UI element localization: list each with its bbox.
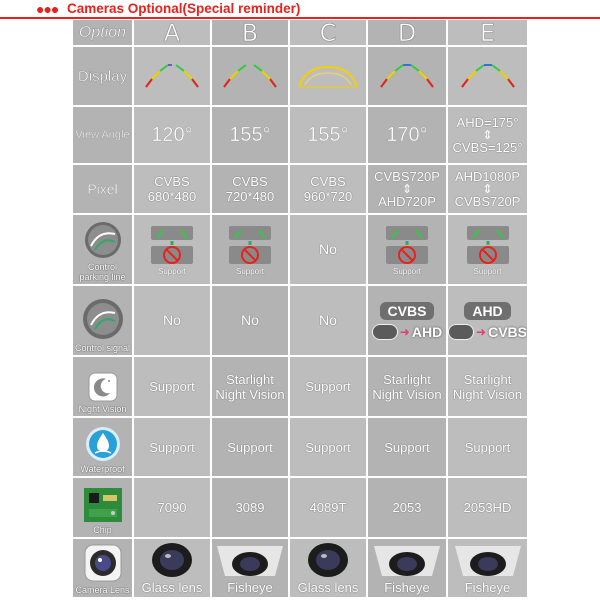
parking-line-d	[367, 214, 447, 285]
guide-lines-icon	[458, 61, 518, 91]
title-bar	[0, 0, 600, 19]
camera-lens-icon	[83, 543, 123, 583]
fisheye-lens-icon	[215, 542, 285, 578]
pixel-a-resolution: 680*480	[147, 189, 197, 204]
chip-a: 7090	[133, 477, 211, 538]
night-vision-b-line2: Night Vision	[215, 386, 285, 402]
lens-e	[447, 538, 528, 598]
lens-b-value: Fisheye	[227, 580, 273, 595]
pixel-a	[133, 164, 211, 214]
display-guide-lines-c	[289, 46, 367, 106]
toggle-switch-icon	[81, 297, 125, 341]
view-angle-d: 170°	[367, 106, 447, 164]
view-angle-e-cvbs: CVBS=125°	[452, 140, 523, 155]
parking-line-label-2: parking line	[79, 272, 126, 282]
fisheye-lens-icon	[453, 542, 523, 578]
pixel-e	[447, 164, 528, 214]
lens-b	[211, 538, 289, 598]
night-vision-e-line2: Night Vision	[452, 386, 523, 402]
control-signal-d-bottom: AHD	[411, 323, 443, 340]
comparison-table	[72, 19, 528, 598]
parking-line-e	[447, 214, 528, 285]
parking-line-row-label	[72, 214, 133, 285]
up-down-arrow-icon: ⇕	[482, 182, 493, 196]
no-guide-lines-icon	[384, 224, 430, 266]
view-angle-c: 155°	[289, 106, 367, 164]
control-signal-e-switch	[448, 324, 527, 340]
pixel-d-top: CVBS720P	[374, 169, 440, 184]
column-header-e: E	[447, 19, 528, 46]
night-vision-d	[367, 356, 447, 417]
display-guide-lines-e	[447, 46, 528, 106]
chip-c: 4089T	[289, 477, 367, 538]
parking-line-b-value: Support	[235, 266, 265, 276]
display-row-label: Display	[72, 46, 133, 106]
view-angle-a: 120°	[133, 106, 211, 164]
display-guide-lines-d	[367, 46, 447, 106]
chip-b: 3089	[211, 477, 289, 538]
night-vision-label: Night Vision	[78, 404, 127, 414]
guide-lines-curved-icon	[295, 61, 361, 91]
pixel-c	[289, 164, 367, 214]
red-dots: ●●●	[36, 1, 59, 17]
parking-line-a-value: Support	[157, 266, 187, 276]
parking-line-e-value: Support	[473, 266, 502, 276]
toggle-switch-icon	[372, 324, 398, 340]
night-vision-a: Support	[133, 356, 211, 417]
camera-lens-label: Camera Lens	[75, 585, 130, 595]
moon-icon	[88, 372, 118, 402]
pixel-e-bottom: CVBS720P	[454, 194, 521, 209]
waterproof-e: Support	[447, 417, 528, 477]
column-header-c: C	[289, 19, 367, 46]
control-signal-e	[447, 285, 528, 356]
chip-label: Chip	[93, 525, 112, 535]
control-signal-label: Control signal	[74, 343, 131, 353]
circuit-board-icon	[83, 487, 123, 523]
arrow-right-icon: ➜	[399, 324, 410, 339]
guide-lines-icon	[142, 61, 202, 91]
pixel-d	[367, 164, 447, 214]
control-signal-d-switch	[372, 324, 442, 340]
lens-a-value: Glass lens	[141, 580, 203, 595]
page-title: Cameras Optional(Special reminder)	[67, 1, 301, 16]
control-signal-e-top: AHD	[464, 302, 510, 320]
no-guide-lines-icon	[227, 224, 273, 266]
column-header-a: A	[133, 19, 211, 46]
arrow-right-icon: ➜	[476, 324, 487, 339]
pixel-e-top: AHD1080P	[454, 169, 521, 184]
no-guide-lines-icon	[149, 224, 195, 266]
column-header-b: B	[211, 19, 289, 46]
view-angle-b: 155°	[211, 106, 289, 164]
glass-lens-icon	[150, 542, 194, 578]
chip-d: 2053	[367, 477, 447, 538]
guide-lines-icon	[377, 61, 437, 91]
pixel-b-format: CVBS	[232, 174, 268, 189]
pixel-b-resolution: 720*480	[225, 189, 275, 204]
fisheye-lens-icon	[372, 542, 442, 578]
camera-lens-row-label	[72, 538, 133, 598]
parking-line-b	[211, 214, 289, 285]
waterproof-row-label	[72, 417, 133, 477]
column-header-d: D	[367, 19, 447, 46]
view-angle-row-label: View Angle	[72, 106, 133, 164]
guide-lines-icon	[220, 61, 280, 91]
view-angle-e	[447, 106, 528, 164]
control-signal-d	[367, 285, 447, 356]
control-signal-e-bottom: CVBS	[488, 323, 527, 340]
no-guide-lines-icon	[465, 224, 511, 266]
lens-d-value: Fisheye	[384, 580, 430, 595]
night-vision-row-label	[72, 356, 133, 417]
display-guide-lines-b	[211, 46, 289, 106]
parking-line-c: No	[289, 214, 367, 285]
night-vision-c: Support	[289, 356, 367, 417]
pixel-row-label: Pixel	[72, 164, 133, 214]
control-signal-d-top: CVBS	[380, 302, 435, 320]
lens-e-value: Fisheye	[464, 580, 511, 595]
pixel-a-format: CVBS	[154, 174, 190, 189]
option-header: Option	[72, 19, 133, 46]
waterproof-c: Support	[289, 417, 367, 477]
control-signal-b: No	[211, 285, 289, 356]
pixel-b	[211, 164, 289, 214]
water-drop-icon	[85, 426, 121, 462]
chip-e: 2053HD	[447, 477, 528, 538]
view-angle-e-ahd: AHD=175°	[456, 115, 519, 130]
night-vision-b	[211, 356, 289, 417]
lens-c	[289, 538, 367, 598]
lens-a	[133, 538, 211, 598]
night-vision-e-line1: Starlight	[463, 371, 512, 387]
pixel-d-bottom: AHD720P	[378, 194, 436, 209]
waterproof-d: Support	[367, 417, 447, 477]
lens-c-value: Glass lens	[297, 580, 359, 595]
night-vision-d-line1: Starlight	[383, 371, 431, 387]
waterproof-label: Waterproof	[80, 464, 125, 474]
waterproof-a: Support	[133, 417, 211, 477]
steering-wheel-icon	[81, 220, 125, 260]
parking-line-label-1: Control	[87, 262, 117, 272]
parking-line-a	[133, 214, 211, 285]
pixel-c-resolution: 960*720	[303, 189, 353, 204]
pixel-c-format: CVBS	[310, 174, 346, 189]
waterproof-b: Support	[211, 417, 289, 477]
night-vision-e	[447, 356, 528, 417]
glass-lens-icon	[306, 542, 350, 578]
display-guide-lines-a	[133, 46, 211, 106]
control-signal-row-label	[72, 285, 133, 356]
toggle-switch-icon	[448, 324, 474, 340]
chip-row-label	[72, 477, 133, 538]
night-vision-d-line2: Night Vision	[372, 386, 442, 402]
parking-line-d-value: Support	[392, 266, 422, 276]
control-signal-a: No	[133, 285, 211, 356]
up-down-arrow-icon: ⇕	[401, 182, 413, 196]
control-signal-c: No	[289, 285, 367, 356]
lens-d	[367, 538, 447, 598]
up-down-arrow-icon: ⇕	[482, 128, 493, 142]
night-vision-b-line1: Starlight	[226, 371, 274, 387]
